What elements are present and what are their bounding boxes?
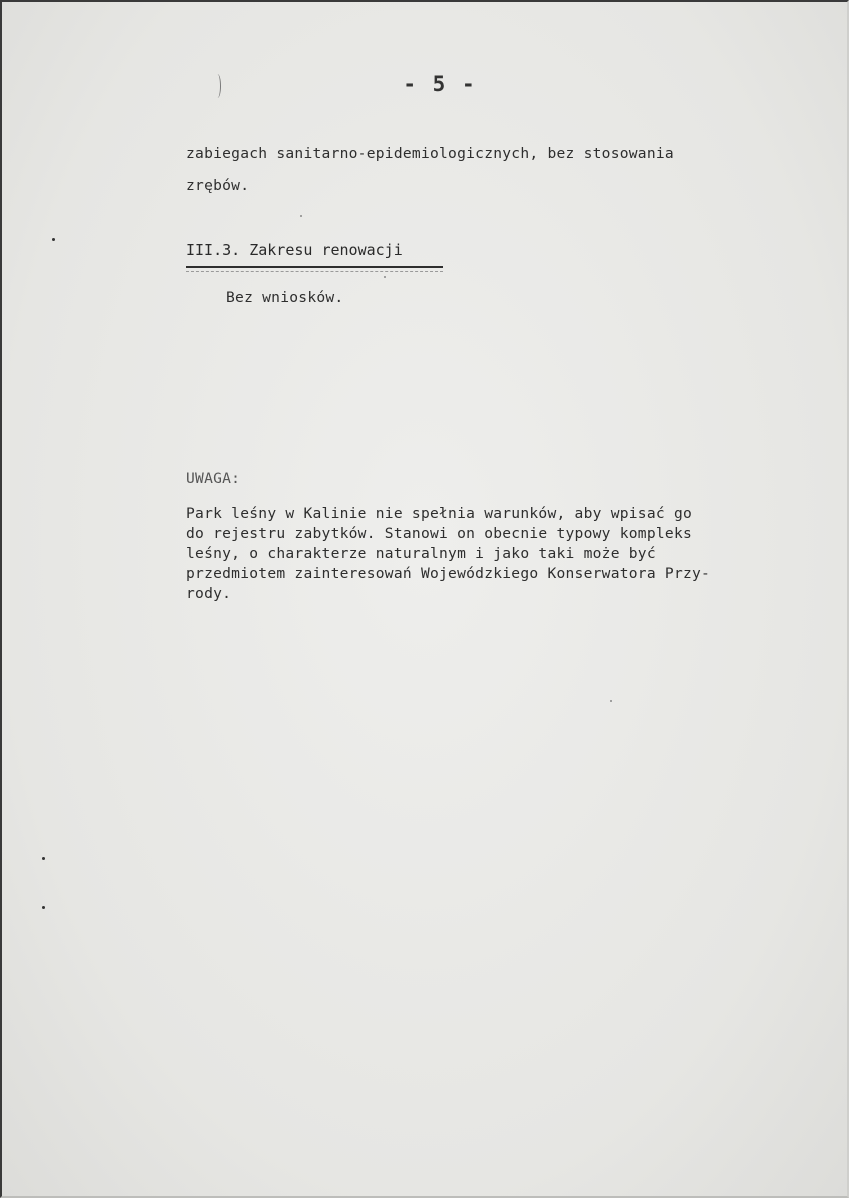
heading-underline — [186, 266, 443, 268]
paper-speck — [300, 215, 302, 217]
margin-dot — [42, 906, 45, 909]
paragraph-line-1: zabiegach sanitarno-epidemiologicznych, bez stosowania — [186, 145, 674, 162]
section-body: Bez wniosków. — [226, 289, 344, 306]
margin-dot — [42, 857, 45, 860]
note-line: do rejestru zabytków. Stanowi on obecnie typowy kompleks — [186, 525, 693, 542]
note-line: Park leśny w Kalinie nie spełnia warunków, aby wpisać go — [186, 505, 693, 522]
note-line: rody. — [186, 585, 232, 602]
section-heading: III.3. Zakresu renowacji — [186, 241, 403, 259]
note-line: leśny, o charakterze naturalnym i jako taki może być — [186, 545, 656, 562]
paper-speck — [384, 276, 386, 278]
note-label: UWAGA: — [186, 470, 241, 487]
note-line: przedmiotem zainteresowań Wojewódzkiego Konserwatora Przy- — [186, 565, 711, 582]
paragraph-line-2: zrębów. — [186, 177, 250, 194]
margin-mark — [214, 74, 221, 98]
heading-underline-shadow — [186, 271, 443, 272]
paper-speck — [610, 700, 612, 702]
margin-dot — [52, 238, 55, 241]
page-number: - 5 - — [403, 72, 477, 96]
